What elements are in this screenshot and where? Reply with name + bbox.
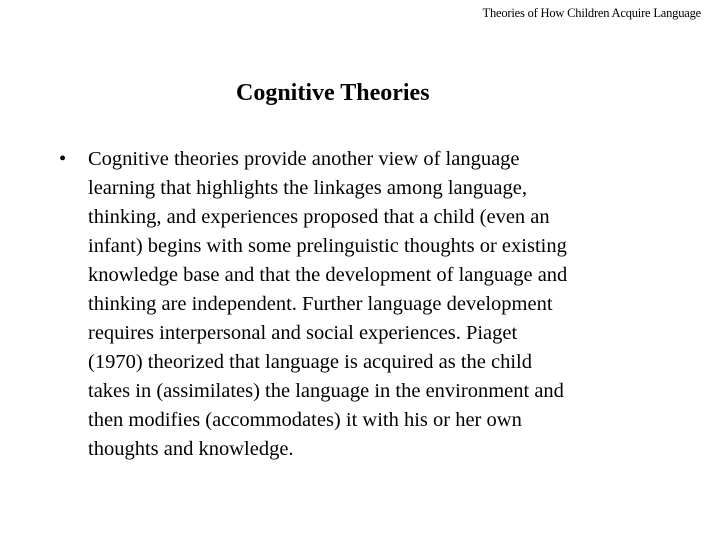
bullet-text <box>88 145 658 464</box>
bullet-line: Cognitive theories provide another view of language <box>88 148 520 170</box>
bullet-line: infant) begins with some prelinguistic thoughts or existing <box>88 235 567 257</box>
bullet-line: then modifies (accommodates) it with his or her own <box>88 409 522 431</box>
running-header: Theories of How Children Acquire Language <box>482 6 701 20</box>
slide-title: Cognitive Theories <box>236 80 430 106</box>
bullet-line: thoughts and knowledge. <box>88 438 294 460</box>
bullet-line: learning that highlights the linkages among language, <box>88 177 527 199</box>
bullet-line: thinking are independent. Further language development <box>88 293 553 315</box>
bullet-line: takes in (assimilates) the language in the environment and <box>88 380 564 402</box>
bullet-line: knowledge base and that the development of language and <box>88 264 568 286</box>
bullet-item <box>59 145 679 464</box>
bullet-icon: • <box>59 148 67 170</box>
bullet-line: (1970) theorized that language is acquired as the child <box>88 351 533 373</box>
bullet-line: thinking, and experiences proposed that a child (even an <box>88 206 550 228</box>
bullet-line: requires interpersonal and social experiences. Piaget <box>88 322 518 344</box>
